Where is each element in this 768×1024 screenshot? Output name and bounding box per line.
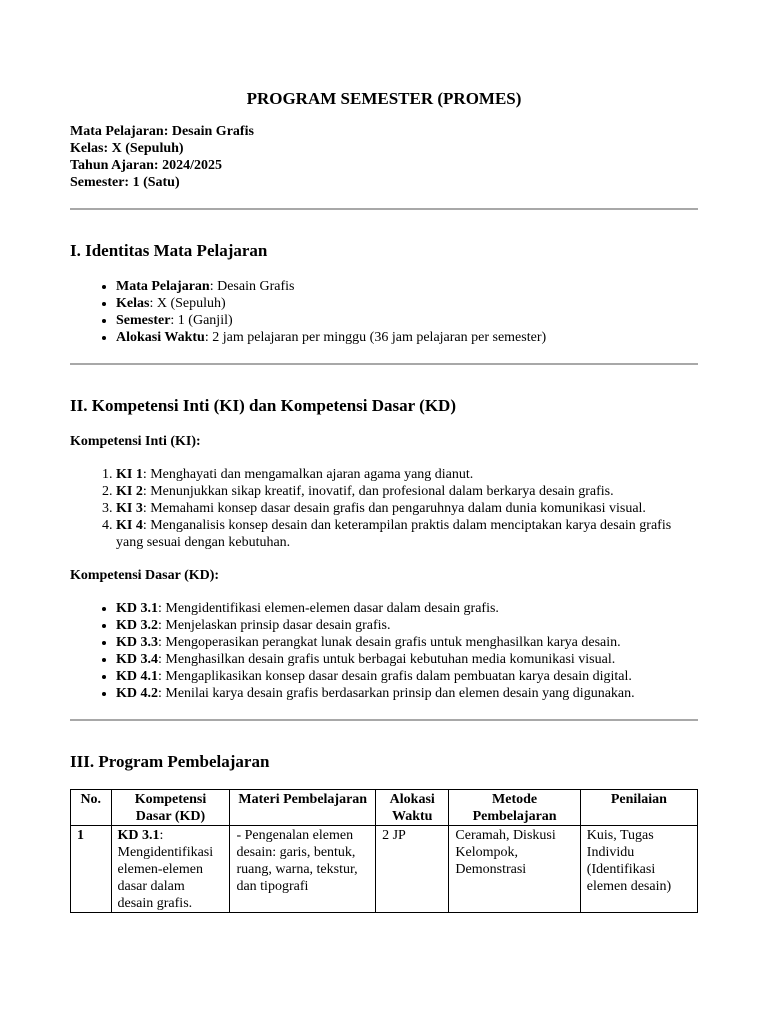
header-materi: Materi Pembelajaran — [230, 790, 376, 826]
cell-penilaian: Kuis, Tugas Individu (Identifikasi elemen desain) — [580, 826, 697, 913]
kd-item: • KD 4.2: Menilai karya desain grafis berdasarkan prinsip dan elemen desain yang digunakan. — [116, 685, 698, 702]
header-metode: Metode Pembelajaran — [449, 790, 580, 826]
cell-no: 1 — [71, 826, 112, 913]
cell-kd: KD 3.1: Mengidentifikasi elemen-elemen dasar dalam desain grafis. — [111, 826, 230, 913]
document-meta — [70, 123, 698, 191]
kd-item: • KD 3.1: Mengidentifikasi elemen-elemen dasar dalam desain grafis. — [116, 600, 698, 617]
kd-list — [70, 600, 698, 702]
section-2-heading: II. Kompetensi Inti (KI) dan Kompetensi Dasar (KD) — [70, 396, 456, 415]
ki-list — [70, 466, 698, 551]
kd-item: • KD 3.2: Menjelaskan prinsip dasar desain grafis. — [116, 617, 698, 634]
meta-semester: Semester: 1 (Satu) — [70, 175, 180, 190]
section-1-heading: I. Identitas Mata Pelajaran — [70, 241, 268, 260]
cell-materi: - Pengenalan elemen desain: garis, bentuk, ruang, warna, tekstur, dan tipografi — [230, 826, 376, 913]
section-divider — [70, 208, 698, 210]
program-table — [70, 789, 698, 913]
cell-metode: Ceramah, Diskusi Kelompok, Demonstrasi — [449, 826, 580, 913]
kd-item: • KD 3.4: Menghasilkan desain grafis untuk berbagai kebutuhan media komunikasi visual. — [116, 651, 698, 668]
table-header-row — [71, 790, 698, 826]
identity-item: • Alokasi Waktu: 2 jam pelajaran per minggu (36 jam pelajaran per semester) — [116, 329, 698, 346]
kd-subheading: Kompetensi Dasar (KD): — [70, 568, 220, 583]
identity-list — [70, 278, 698, 346]
cell-alokasi: 2 JP — [376, 826, 449, 913]
section-3-heading: III. Program Pembelajaran — [70, 752, 270, 771]
section-divider — [70, 363, 698, 365]
table-row — [71, 826, 698, 913]
kd-item: • KD 3.3: Mengoperasikan perangkat lunak desain grafis untuk menghasilkan karya desain. — [116, 634, 698, 651]
header-no: No. — [71, 790, 112, 826]
ki-item: 2. KI 2: Menunjukkan sikap kreatif, inovatif, dan profesional dalam berkarya desain grafis. — [116, 483, 698, 500]
meta-subject: Mata Pelajaran: Desain Grafis — [70, 124, 254, 139]
ki-subheading: Kompetensi Inti (KI): — [70, 434, 201, 449]
document-title: PROGRAM SEMESTER (PROMES) — [246, 89, 522, 108]
ki-item: 4. KI 4: Menganalisis konsep desain dan keterampilan praktis dalam menciptakan karya desain grafis yang sesuai dengan kebutuhan. — [116, 517, 698, 551]
ki-item: 1. KI 1: Menghayati dan mengamalkan ajaran agama yang dianut. — [116, 466, 698, 483]
ki-item: 3. KI 3: Memahami konsep dasar desain grafis dan pengaruhnya dalam dunia komunikasi visual. — [116, 500, 698, 517]
section-divider — [70, 719, 698, 721]
header-penilaian: Penilaian — [580, 790, 697, 826]
identity-item: • Semester: 1 (Ganjil) — [116, 312, 698, 329]
meta-class: Kelas: X (Sepuluh) — [70, 141, 184, 156]
header-alokasi: Alokasi Waktu — [376, 790, 449, 826]
identity-item: • Kelas: X (Sepuluh) — [116, 295, 698, 312]
kd-item: • KD 4.1: Mengaplikasikan konsep dasar desain grafis dalam pembuatan karya desain digital. — [116, 668, 698, 685]
header-kd: Kompetensi Dasar (KD) — [111, 790, 230, 826]
meta-academic-year: Tahun Ajaran: 2024/2025 — [70, 158, 222, 173]
identity-item: • Mata Pelajaran: Desain Grafis — [116, 278, 698, 295]
